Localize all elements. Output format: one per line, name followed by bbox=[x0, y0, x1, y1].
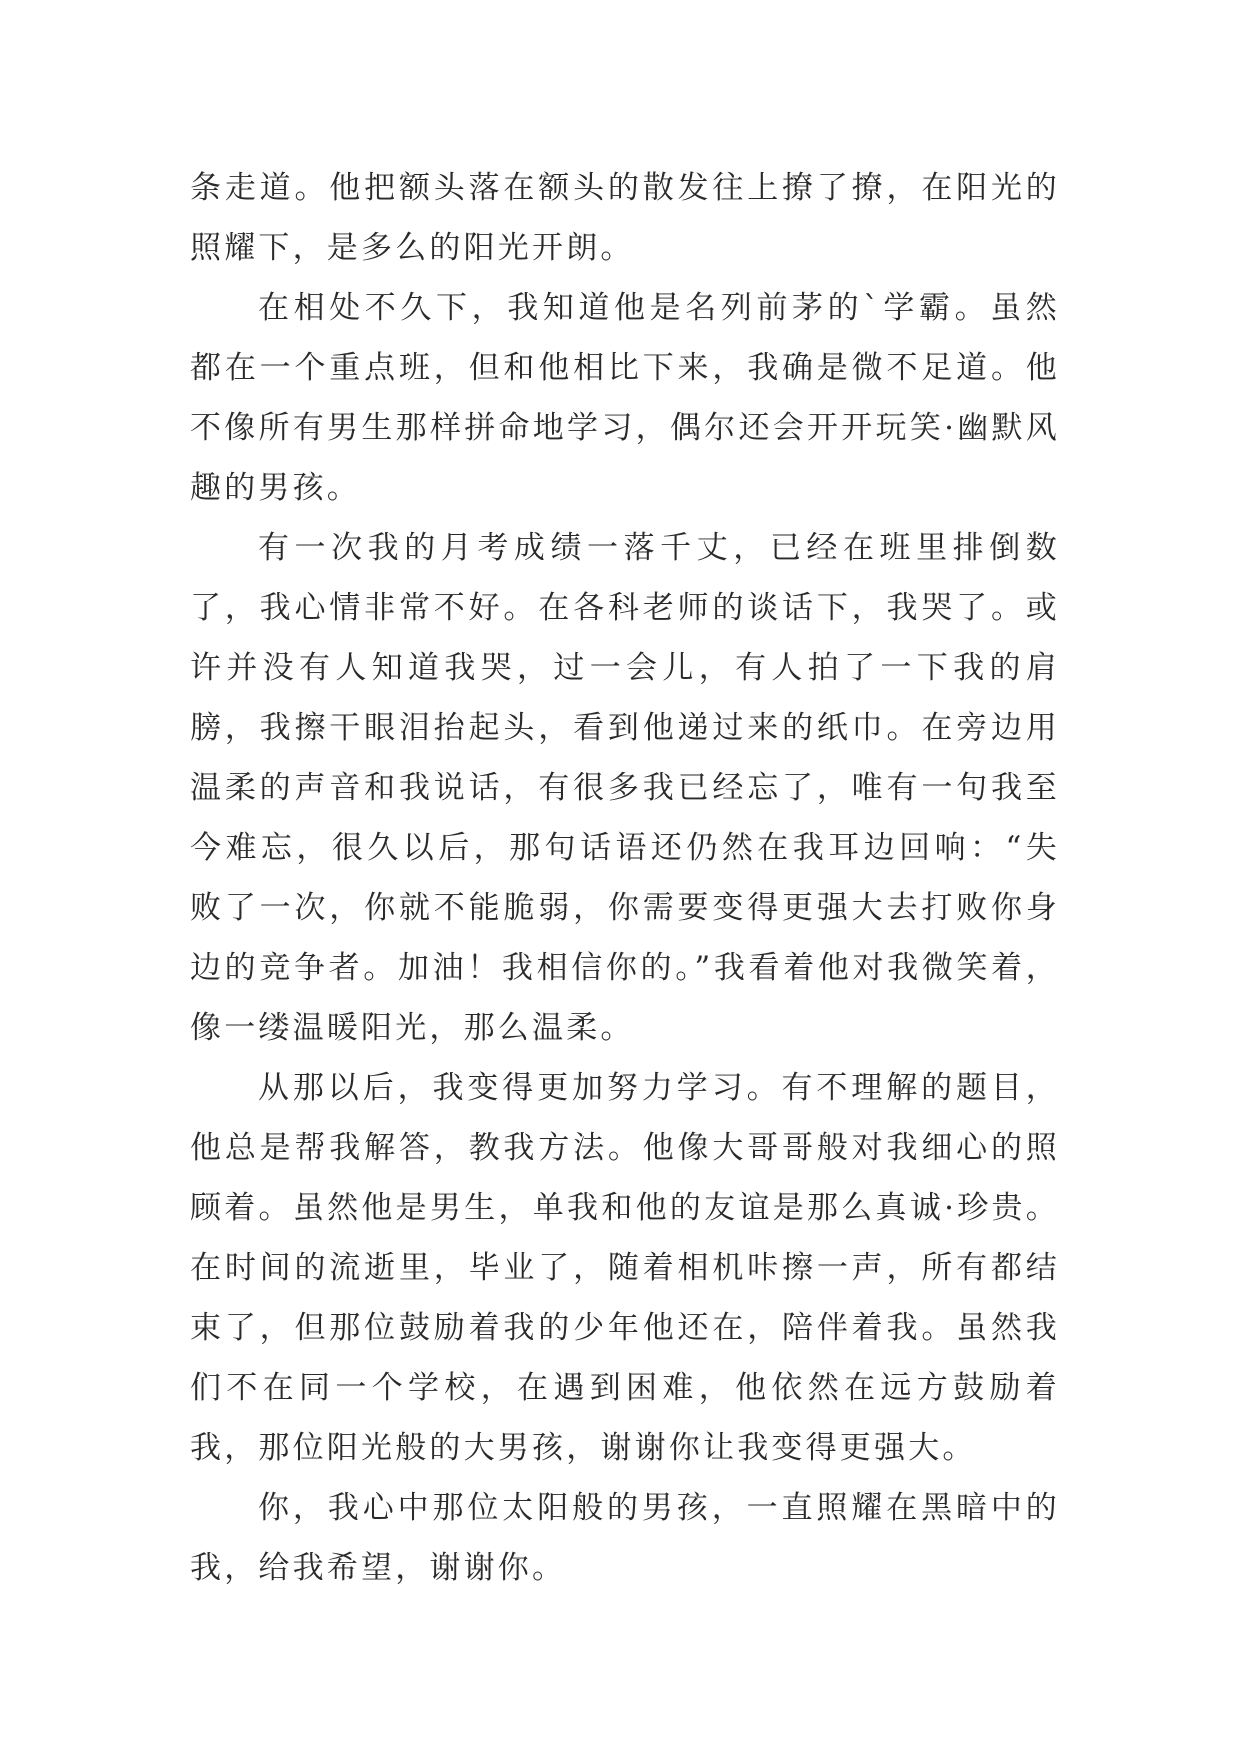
paragraph-4: 从那以后，我变得更加努力学习。有不理解的题目，他总是帮我解答，教我方法。他像大哥哥般对我细心的照顾着。虽然他是男生，单我和他的友谊是那么真诚·珍贵。在时间的流逝里，毕业了，随着相机咔擦一声，所有都结束了，但那位鼓励着我的少年他还在，陪伴着我。虽然我们不在同一个学校，在遇到困难，他依然在远方鼓励着我，那位阳光般的大男孩，谢谢你让我变得更强大。 bbox=[190, 1070, 1060, 1466]
document-body bbox=[190, 158, 1060, 1598]
paragraph-1: 条走道。他把额头落在额头的散发往上撩了撩，在阳光的照耀下，是多么的阳光开朗。 bbox=[190, 170, 1060, 266]
paragraph-2: 在相处不久下，我知道他是名列前茅的`学霸。虽然都在一个重点班，但和他相比下来，我确是微不足道。他不像所有男生那样拼命地学习，偶尔还会开开玩笑·幽默风趣的男孩。 bbox=[190, 290, 1060, 506]
paragraph-3: 有一次我的月考成绩一落千丈，已经在班里排倒数了，我心情非常不好。在各科老师的谈话下，我哭了。或许并没有人知道我哭，过一会儿，有人拍了一下我的肩膀，我擦干眼泪抬起头，看到他递过来的纸巾。在旁边用温柔的声音和我说话，有很多我已经忘了，唯有一句我至今难忘，很久以后，那句话语还仍然在我耳边回响：“失败了一次，你就不能脆弱，你需要变得更强大去打败你身边的竞争者。加油！我相信你的。”我看着他对我微笑着，像一缕温暖阳光，那么温柔。 bbox=[190, 530, 1060, 1046]
paragraph-5: 你，我心中那位太阳般的男孩，一直照耀在黑暗中的我，给我希望，谢谢你。 bbox=[190, 1490, 1060, 1586]
